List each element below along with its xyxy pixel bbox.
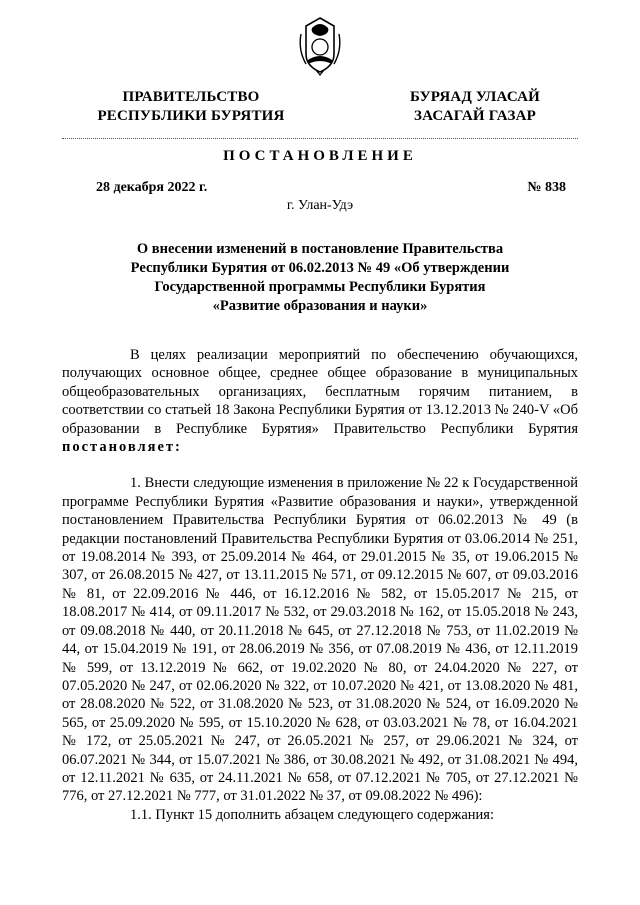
- decree-word: постановляет:: [62, 439, 182, 456]
- preamble-paragraph: [62, 346, 578, 456]
- clause-1-1-paragraph: 1.1. Пункт 15 дополнить абзацем следующего содержания:: [130, 806, 494, 823]
- header-left-line1: ПРАВИТЕЛЬСТВО: [122, 89, 260, 105]
- title-line: Республики Бурятия от 06.02.2013 № 49 «Об утверждении: [130, 260, 510, 276]
- header-right-line2: ЗАСАГАЙ ГАЗАР: [414, 108, 536, 124]
- header-right-line1: БУРЯАД УЛАСАЙ: [409, 89, 541, 105]
- title-line: Государственной программы Республики Бурятия: [154, 279, 486, 295]
- header-divider: [62, 138, 578, 139]
- document-body: [62, 346, 578, 824]
- title-line: «Развитие образования и науки»: [212, 298, 428, 314]
- preamble-text: В целях реализации мероприятий по обеспечению обучающихся, получающих основное общее, среднее общее образование в муниципальных общеобразовательных организациях, бесплатным горячим питанием, в соответствии со статьей 18 Закона Республики Бурятия от 13.12.2013 № 240-V «Об образовании в Республике Бурятия» Правительство Республики Бурятия: [62, 347, 578, 437]
- document-city: г. Улан-Удэ: [286, 198, 354, 213]
- header-left-line2: РЕСПУБЛИКИ БУРЯТИЯ: [97, 108, 285, 124]
- document-number: № 838: [527, 180, 566, 195]
- clause-1-paragraph: 1. Внести следующие изменения в приложение № 22 к Государственной программе Республики Бурятия «Развитие образования и науки», утвержденной постановлением Правительства Республики Бурятия от 06.02.2013 № 49 (в редакции постановлений Правительства Республики Бурятия от 03.06.2014 № 251, от 19.08.2014 № 393, от 25.09.2014 № 464, от 29.01.2015 № 35, от 19.06.2015 № 307, от 26.08.2015 № 427, от 13.11.2015 № 571, от 09.12.2015 № 607, от 09.03.2016 № 81, от 22.09.2016 № 446, от 16.12.2016 № 582, от 15.05.2017 № 215, от 18.08.2017 № 414, от 09.11.2017 № 532, от 29.03.2018 № 162, от 15.05.2018 № 243, от 09.08.2018 № 440, от 20.11.2018 № 645, от 27.12.2018 № 753, от 11.02.2019 № 44, от 15.04.2019 № 191, от 28.06.2019 № 356, от 07.08.2019 № 436, от 12.11.2019 № 599, от 13.12.2019 № 662, от 19.02.2020 № 80, от 24.04.2020 № 227, от 07.05.2020 № 247, от 02.06.2020 № 322, от 10.07.2020 № 421, от 13.08.2020 № 481, от 28.08.2020 № 522, от 31.08.2020 № 523, от 31.08.2020 № 524, от 16.09.2020 № 565, от 25.09.2020 № 595, от 15.10.2020 № 628, от 03.03.2021 № 78, от 16.04.2021 № 172, от 25.05.2021 № 247, от 26.05.2021 № 257, от 29.06.2021 № 324, от 06.07.2021 № 344, от 15.07.2021 № 386, от 30.08.2021 № 492, от 31.08.2021 № 494, от 12.11.2021 № 635, от 24.11.2021 № 658, от 07.12.2021 № 705, от 27.12.2021 № 776, от 27.12.2021 № 777, от 31.01.2022 № 37, от 09.08.2022 № 496):: [62, 475, 578, 805]
- government-name-buryat: [385, 88, 565, 126]
- title-line: О внесении изменений в постановление Правительства: [136, 241, 504, 257]
- coat-of-arms-emblem: [296, 14, 344, 76]
- document-type: ПОСТАНОВЛЕНИЕ: [223, 148, 417, 164]
- government-name-russian: [86, 88, 296, 126]
- document-date: 28 декабря 2022 г.: [96, 180, 208, 195]
- document-title: [110, 240, 530, 316]
